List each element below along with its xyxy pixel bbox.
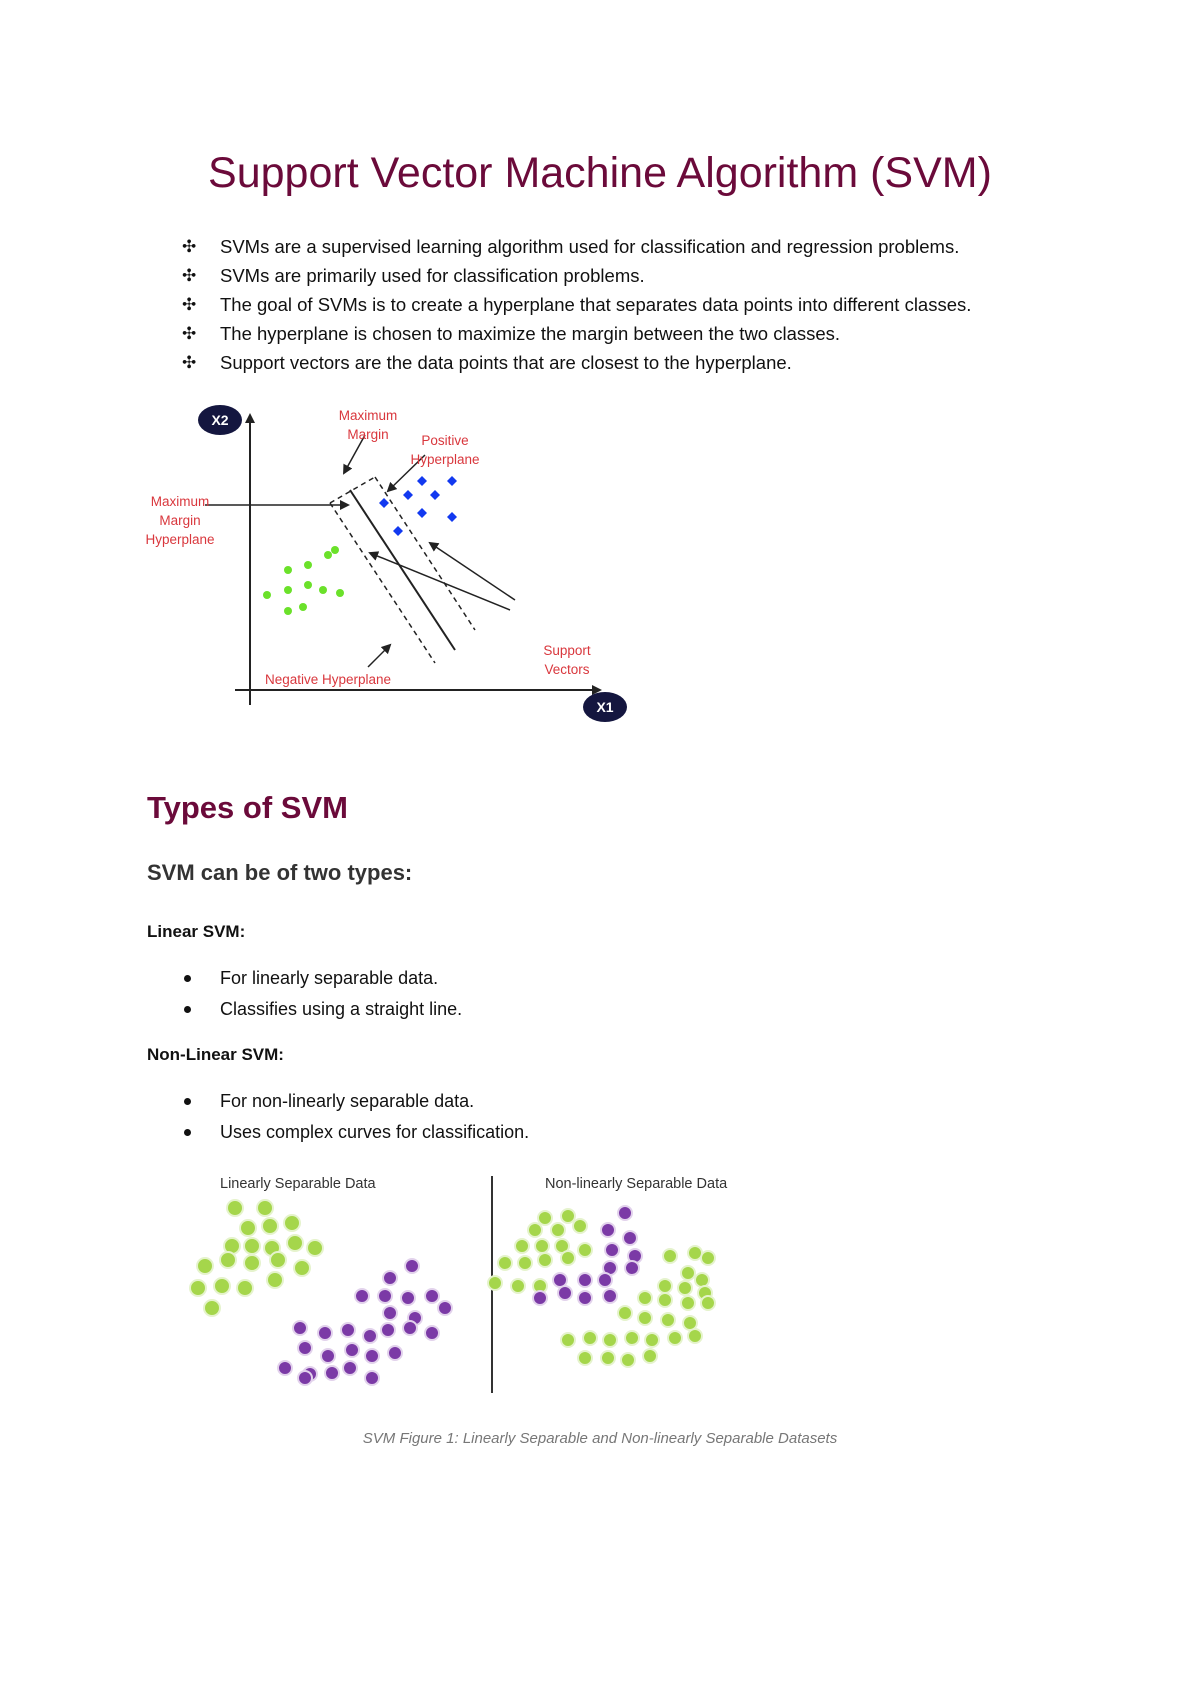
diamond-bullet-icon: ✣ xyxy=(182,324,197,343)
data-point xyxy=(379,498,389,508)
data-point xyxy=(378,1289,392,1303)
data-point xyxy=(393,526,403,536)
data-point xyxy=(603,1289,617,1303)
bullet-dot-icon xyxy=(184,975,191,982)
data-point xyxy=(498,1256,512,1270)
data-point xyxy=(683,1316,697,1330)
data-point xyxy=(625,1331,639,1345)
list-item: ✣ SVMs are a supervised learning algorithm used for classification and regression problems. xyxy=(182,232,971,261)
label-maximum-margin: Maximum xyxy=(338,408,398,423)
data-point xyxy=(294,1260,310,1276)
data-point xyxy=(345,1343,359,1357)
page-title: Support Vector Machine Algorithm (SVM) xyxy=(208,149,992,197)
data-point xyxy=(598,1273,612,1287)
data-point xyxy=(220,1252,236,1268)
data-point xyxy=(447,476,457,486)
list-item: Classifies using a straight line. xyxy=(182,994,462,1025)
svg-text:X1: X1 xyxy=(596,699,614,715)
nonlinear-svm-label: Non-Linear SVM: xyxy=(147,1045,284,1064)
data-point xyxy=(304,561,312,569)
left-purple-points xyxy=(278,1259,452,1385)
data-point xyxy=(240,1220,256,1236)
data-point xyxy=(325,1366,339,1380)
data-point xyxy=(573,1219,587,1233)
data-point xyxy=(621,1353,635,1367)
data-point xyxy=(383,1306,397,1320)
list-item: For linearly separable data. xyxy=(182,963,462,994)
data-point xyxy=(324,551,332,559)
section-subheading: SVM can be of two types: xyxy=(147,860,413,885)
negative-hyperplane-arrow xyxy=(368,645,390,667)
data-point xyxy=(538,1211,552,1225)
separability-comparison-diagram xyxy=(140,1168,780,1408)
data-point xyxy=(601,1351,615,1365)
linear-svm-label: Linear SVM: xyxy=(147,922,246,941)
data-point xyxy=(307,1240,323,1256)
data-point xyxy=(658,1293,672,1307)
data-point xyxy=(681,1296,695,1310)
data-point xyxy=(405,1259,419,1273)
data-point xyxy=(638,1291,652,1305)
svg-text:X2: X2 xyxy=(211,412,229,428)
data-point xyxy=(528,1223,542,1237)
data-point xyxy=(278,1361,292,1375)
data-point xyxy=(287,1235,303,1251)
list-item: ✣ SVMs are primarily used for classification problems. xyxy=(182,261,971,290)
data-point xyxy=(578,1273,592,1287)
data-point xyxy=(270,1252,286,1268)
data-point xyxy=(695,1273,709,1287)
data-point xyxy=(331,546,339,554)
data-point xyxy=(551,1223,565,1237)
data-point xyxy=(227,1200,243,1216)
right-panel-title: Non-linearly Separable Data xyxy=(545,1176,728,1192)
blue-class-points xyxy=(379,476,457,536)
data-point xyxy=(518,1256,532,1270)
data-point xyxy=(583,1331,597,1345)
data-point xyxy=(447,512,457,522)
data-point xyxy=(618,1306,632,1320)
data-point xyxy=(417,508,427,518)
margin-cap-line xyxy=(330,477,375,503)
data-point xyxy=(488,1276,502,1290)
data-point xyxy=(668,1331,682,1345)
data-point xyxy=(658,1279,672,1293)
data-point xyxy=(417,476,427,486)
data-point xyxy=(284,566,292,574)
data-point xyxy=(336,589,344,597)
label-support-vectors: Vectors xyxy=(544,662,590,677)
support-vector-arrow-blue xyxy=(430,543,515,600)
data-point xyxy=(688,1246,702,1260)
data-point xyxy=(365,1371,379,1385)
data-point xyxy=(578,1243,592,1257)
data-point xyxy=(645,1333,659,1347)
data-point xyxy=(618,1206,632,1220)
list-item: ✣ The goal of SVMs is to create a hyperplane that separates data points into different classes. xyxy=(182,290,971,319)
data-point xyxy=(318,1326,332,1340)
label-mmh: Margin xyxy=(159,513,201,528)
data-point xyxy=(381,1323,395,1337)
data-point xyxy=(267,1272,283,1288)
negative-hyperplane-line xyxy=(330,503,435,663)
data-point xyxy=(304,581,312,589)
x2-badge xyxy=(198,405,242,435)
data-point xyxy=(341,1323,355,1337)
data-point xyxy=(701,1251,715,1265)
diamond-bullet-icon: ✣ xyxy=(182,295,197,314)
data-point xyxy=(190,1280,206,1296)
data-point xyxy=(321,1349,335,1363)
data-point xyxy=(263,591,271,599)
data-point xyxy=(430,490,440,500)
data-point xyxy=(561,1251,575,1265)
data-point xyxy=(383,1271,397,1285)
data-point xyxy=(561,1209,575,1223)
data-point xyxy=(319,586,327,594)
data-point xyxy=(601,1223,615,1237)
diamond-bullet-icon: ✣ xyxy=(182,353,197,372)
data-point xyxy=(605,1243,619,1257)
label-maximum-margin: Margin xyxy=(347,427,389,442)
data-point xyxy=(561,1333,575,1347)
data-point xyxy=(661,1313,675,1327)
data-point xyxy=(284,1215,300,1231)
figure-caption: SVM Figure 1: Linearly Separable and Non-linearly Separable Datasets xyxy=(362,1430,838,1447)
data-point xyxy=(363,1329,377,1343)
data-point xyxy=(538,1253,552,1267)
data-point xyxy=(204,1300,220,1316)
data-point xyxy=(663,1249,677,1263)
intro-bullet-list xyxy=(182,232,971,377)
data-point xyxy=(237,1280,253,1296)
list-item: For non-linearly separable data. xyxy=(182,1086,529,1117)
data-point xyxy=(678,1281,692,1295)
data-point xyxy=(365,1349,379,1363)
data-point xyxy=(701,1296,715,1310)
data-point xyxy=(343,1361,357,1375)
data-point xyxy=(388,1346,402,1360)
support-vector-arrow-green xyxy=(370,553,510,610)
data-point xyxy=(511,1279,525,1293)
bullet-dot-icon xyxy=(184,1129,191,1136)
bullet-dot-icon xyxy=(184,1006,191,1013)
label-positive-hyperplane: Hyperplane xyxy=(410,452,480,467)
data-point xyxy=(603,1333,617,1347)
label-mmh: Maximum xyxy=(150,494,210,509)
data-point xyxy=(643,1349,657,1363)
left-green-points xyxy=(190,1200,323,1316)
green-class-points xyxy=(263,546,344,615)
data-point xyxy=(533,1291,547,1305)
section-heading: Types of SVM xyxy=(147,790,348,825)
diamond-bullet-icon: ✣ xyxy=(182,237,197,256)
data-point xyxy=(681,1266,695,1280)
data-point xyxy=(403,1321,417,1335)
data-point xyxy=(262,1218,278,1234)
data-point xyxy=(403,490,413,500)
data-point xyxy=(623,1231,637,1245)
data-point xyxy=(293,1321,307,1335)
data-point xyxy=(578,1291,592,1305)
bullet-dot-icon xyxy=(184,1098,191,1105)
max-margin-hyperplane-line xyxy=(350,490,455,650)
data-point xyxy=(438,1301,452,1315)
diamond-bullet-icon: ✣ xyxy=(182,266,197,285)
data-point xyxy=(535,1239,549,1253)
positive-hyperplane-line xyxy=(375,477,475,630)
label-negative-hyperplane: Negative Hyperplane xyxy=(264,672,392,687)
data-point xyxy=(688,1329,702,1343)
data-point xyxy=(257,1200,273,1216)
data-point xyxy=(355,1289,369,1303)
data-point xyxy=(284,607,292,615)
svm-hyperplane-diagram xyxy=(140,395,640,730)
data-point xyxy=(244,1255,260,1271)
linear-svm-list xyxy=(182,963,462,1025)
data-point xyxy=(638,1311,652,1325)
data-point xyxy=(515,1239,529,1253)
data-point xyxy=(558,1286,572,1300)
left-panel-title: Linearly Separable Data xyxy=(220,1176,376,1192)
x1-badge xyxy=(583,692,627,722)
label-mmh: Hyperplane xyxy=(145,532,215,547)
list-item: ✣ Support vectors are the data points that are closest to the hyperplane. xyxy=(182,348,971,377)
data-point xyxy=(401,1291,415,1305)
data-point xyxy=(553,1273,567,1287)
label-positive-hyperplane: Positive xyxy=(421,433,469,448)
data-point xyxy=(298,1371,312,1385)
data-point xyxy=(299,603,307,611)
data-point xyxy=(425,1326,439,1340)
data-point xyxy=(197,1258,213,1274)
list-item: ✣ The hyperplane is chosen to maximize the margin between the two classes. xyxy=(182,319,971,348)
data-point xyxy=(214,1278,230,1294)
data-point xyxy=(625,1261,639,1275)
nonlinear-svm-list xyxy=(182,1086,529,1148)
data-point xyxy=(284,586,292,594)
data-point xyxy=(425,1289,439,1303)
data-point xyxy=(244,1238,260,1254)
list-item: Uses complex curves for classification. xyxy=(182,1117,529,1148)
label-support-vectors: Support xyxy=(543,643,591,658)
data-point xyxy=(298,1341,312,1355)
data-point xyxy=(578,1351,592,1365)
